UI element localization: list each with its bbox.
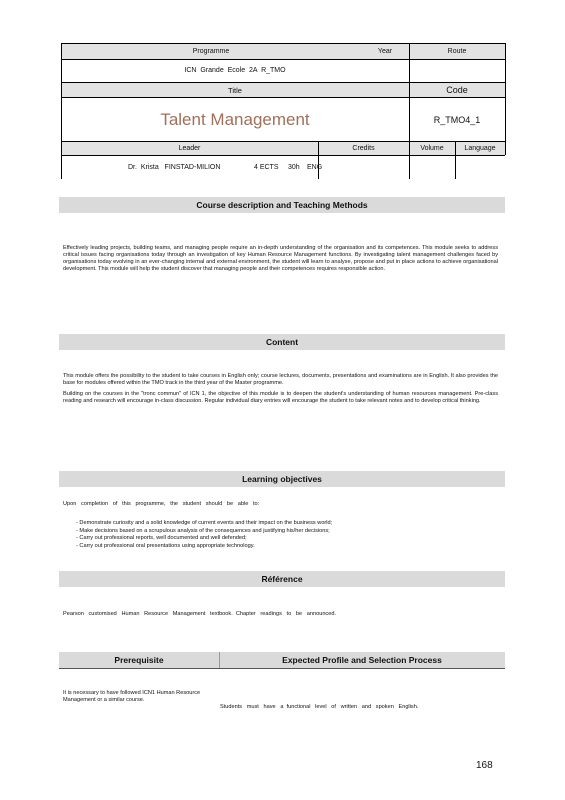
section-bar-content (59, 334, 505, 350)
objective-item: - Carry out professional oral presentations using appropriate technology. (76, 543, 496, 551)
route-label: Route (447, 48, 467, 55)
section-title-objectives: Learning objectives (242, 474, 322, 484)
description-paragraph: Effectively leading projects, building teams, and managing people require an in-depth understanding of the organisation and its competences. This module seeks to address critical issues facing organisations today through an investigation of key Human Resource Management functions. By investigating talent management challenges faced by organisations today evolving in an ever-changing internal and external environment, the student will learn to analyse, propose and put in place actions to achieve organisational development. This module will help the student discover that managing people and their competences requires responsible action. (63, 245, 498, 272)
objective-item: - Demonstrate curiosity and a solid knowledge of current events and their impact on the business world; (76, 520, 496, 528)
credits-value: 4 ECTS (254, 164, 279, 171)
section-bar-objectives (59, 471, 505, 487)
section-title-prerequisite: Prerequisite (114, 655, 164, 665)
language-value: ENG (307, 164, 323, 171)
content-text (63, 373, 498, 409)
section-title-reference: Référence (261, 574, 303, 584)
objective-item: - Carry out professional reports, well documented and well defended; (76, 535, 496, 543)
course-code: R_TMO4_1 (433, 115, 481, 125)
section-bar-prerequisite-profile (59, 652, 505, 668)
objectives-list (76, 520, 496, 550)
programme-value: ICN Grande Ecole 2A R_TMO (184, 67, 286, 74)
title-label: Title (228, 86, 242, 95)
volume-value: 30h (288, 164, 300, 171)
section-bar-description (59, 197, 505, 213)
objective-item: - Make decisions based on a scrupulous analysis of the consequences and justifying his/her decisions; (76, 528, 496, 536)
leader-name: Dr. Krista FINSTAD-MILION (128, 164, 221, 171)
content-paragraph-2: Building on the courses in the "tronc commun" of ICN 1, the objective of this module is to deepen the student's understanding of human resources management. Pre-class reading and research will encourage in-class discussion. Regular individual diary entries will encourage the student to take relevant notes and to develop critical thinking. (63, 391, 498, 404)
reference-text: Pearson customised Human Resource Management textbook. Chapter readings to be announced. (63, 611, 337, 617)
credits-label: Credits (352, 145, 375, 152)
year-label: Year (377, 48, 393, 55)
page-number: 168 (476, 760, 493, 771)
leader-label: Leader (178, 145, 201, 152)
code-label: Code (446, 85, 468, 95)
section-title-description: Course description and Teaching Methods (196, 200, 368, 210)
volume-label: Volume (420, 145, 444, 152)
content-paragraph-1: This module offers the possibility to the student to take courses in English only; course lectures, documents, presentations and examinations are in English. It also provides the base for modules offered within the TMO track in the third year of the Master programme. (63, 373, 498, 386)
description-text (63, 245, 498, 277)
section-bar-reference (59, 571, 505, 587)
profile-text: Students must have a functional level of written and spoken English. (220, 704, 419, 710)
prerequisite-text: It is necessary to have followed ICN1 Human Resource Management or a similar course. (63, 690, 201, 703)
section-title-content: Content (265, 337, 299, 347)
objectives-intro: Upon completion of this programme, the student should be able to: (63, 501, 260, 507)
course-title: Talent Management (160, 110, 310, 129)
section-title-profile: Expected Profile and Selection Process (282, 655, 442, 665)
programme-label: Programme (192, 48, 230, 55)
language-label: Language (464, 145, 496, 152)
